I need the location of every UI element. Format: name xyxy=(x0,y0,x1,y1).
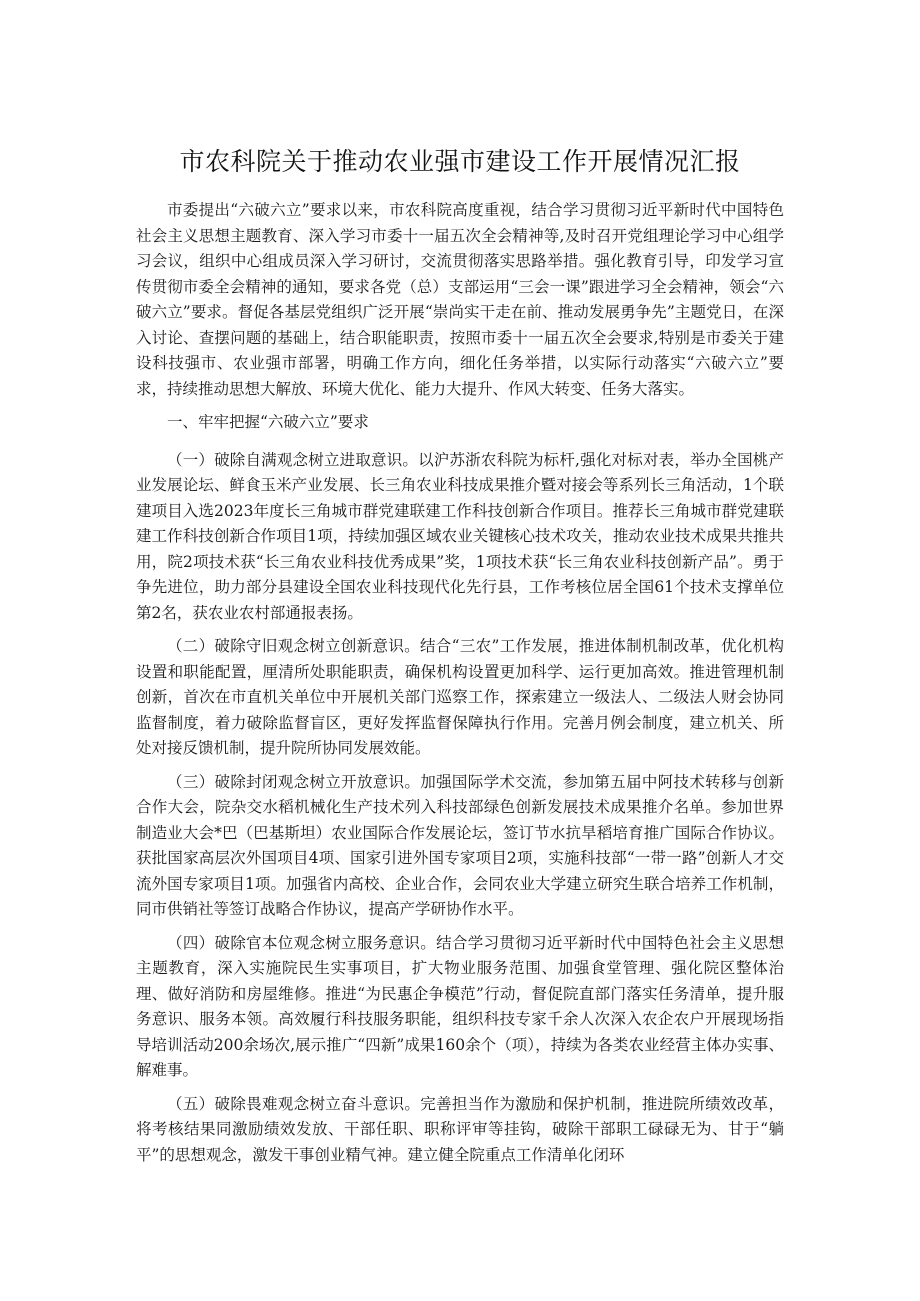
paragraph-2: （二）破除守旧观念树立创新意识。结合“三农”工作发展，推进体制机制改革，优化机构设置和职能配置，厘清所处职能职责，确保机构设置更加科学、运行更加高效。推进管理机制创新，首次在市直机关单位中开展机关部门巡察工作，探索建立一级法人、二级法人财会协同监督制度，着力破除监督盲区，更好发挥监督保障执行作用。完善月例会制度，建立机关、所处对接反馈机制，提升院所协同发展效能。 xyxy=(136,637,784,757)
paragraph-5: （五）破除畏难观念树立奋斗意识。完善担当作为激励和保护机制，推进院所绩效改革，将考核结果同激励绩效发放、干部任职、职称评审等挂钩，破除干部职工碌碌无为、甘于“躺平”的思想观念，激发干事创业精气神。建立健全院重点工作清单化闭环 xyxy=(136,1094,784,1164)
document-title: 市农科院关于推动农业强市建设工作开展情况汇报 xyxy=(179,147,741,176)
section-heading: 一、牢牢把握“六破六立”要求 xyxy=(167,413,369,431)
paragraph-3: （三）破除封闭观念树立开放意识。加强国际学术交流，参加第五届中阿技术转移与创新合作大会，院杂交水稻机械化生产技术列入科技部绿色创新发展技术成果推介名单。参加世界制造业大会*巴（巴基斯坦）农业国际合作发展论坛，签订节水抗旱稻培育推广国际合作协议。获批国家高层次外国项目4项、国家引进外国专家项目2项，实施科技部“一带一路”创新人才交流外国专家项目1项。加强省内高校、企业合作，会同农业大学建立研究生联合培养工作机制，同市供销社等签订战略合作协议，提高产学研协作水平。 xyxy=(136,772,784,918)
paragraph-1: （一）破除自满观念树立进取意识。以沪苏浙农科院为标杆,强化对标对表，举办全国桃产业发展论坛、鲜食玉米产业发展、长三角农业科技成果推介暨对接会等系列长三角活动，1个联建项目入选2023年度长三角城市群党建联建工作科技创新合作项目。推荐长三角城市群党建联建工作科技创新合作项目1项，持续加强区域农业关键核心技术攻关，推动农业技术成果共推共用，院2项技术获“长三角农业科技优秀成果”奖，1项技术获“长三角农业科技创新产品”。勇于争先进位，助力部分县建设全国农业科技现代化先行县，工作考核位居全国61个技术支撑单位第2名，获农业农村部通报表扬。 xyxy=(136,450,784,622)
document-body xyxy=(136,198,784,1176)
intro-paragraph: 市委提出“六破六立”要求以来，市农科院高度重视，结合学习贯彻习近平新时代中国特色社会主义思想主题教育、深入学习市委十一届五次全会精神等,及时召开党组理论学习中心组学习会议，组织中心组成员深入学习研讨，交流贯彻落实思路举措。强化教育引导，印发学习宣传贯彻市委全会精神的通知，要求各党（总）支部运用“三会一课”跟进学习全会精神，领会“六破六立”要求。督促各基层党组织广泛开展“崇尚实干走在前、推动发展勇争先”主题党日，在深入讨论、查摆问题的基础上，结合职能职责，按照市委十一届五次全会要求,特别是市委关于建设科技强市、农业强市部署，明确工作方向，细化任务举措，以实际行动落实“六破六立”要求，持续推动思想大解放、环境大优化、能力大提升、作风大转变、任务大落实。 xyxy=(136,201,784,398)
paragraph-4: （四）破除官本位观念树立服务意识。结合学习贯彻习近平新时代中国特色社会主义思想主题教育，深入实施院民生实事项目，扩大物业服务范围、加强食堂管理、强化院区整体治理、做好消防和房屋维修。推进“为民惠企争模范”行动，督促院直部门落实任务清单，提升服务意识、服务本领。高效履行科技服务职能，组织科技专家千余人次深入农企农户开展现场指导培训活动200余场次,展示推广“四新”成果160余个（项），持续为各类农业经营主体办实事、解难事。 xyxy=(136,933,784,1079)
